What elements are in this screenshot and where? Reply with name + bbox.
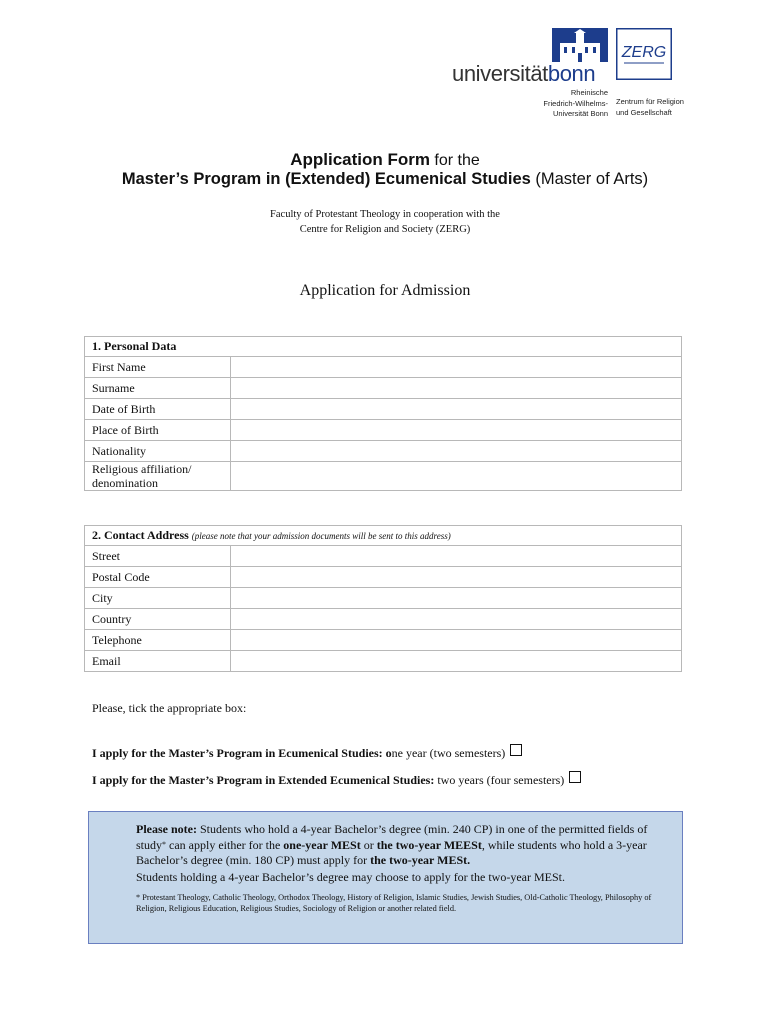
- zerg-subtitle: Zentrum für Religion und Gesellschaft: [616, 97, 684, 117]
- place-of-birth-label: Place of Birth: [85, 420, 231, 441]
- admission-heading: Application for Admission: [299, 282, 471, 299]
- contact-address-table: [84, 525, 682, 672]
- zerg-mark: ZERG: [621, 44, 667, 61]
- note-paragraph: Please note: Students who hold a 4-year Bachelor’s degree (min. 240 CP) in one of the permitted fields of study* can apply either for the one-year MESt or the two-year MEESt, while students who hold a 3-year Bachelor’s degree (min. 180 CP) must apply for the two-year MESt.: [136, 822, 648, 867]
- email-field[interactable]: [231, 651, 682, 672]
- date-of-birth-field[interactable]: [231, 399, 682, 420]
- city-field[interactable]: [231, 588, 682, 609]
- form-title: Application Form for the: [290, 150, 480, 169]
- personal-data-heading: 1. Personal Data: [85, 337, 682, 357]
- street-field[interactable]: [231, 546, 682, 567]
- nationality-field[interactable]: [231, 441, 682, 462]
- first-name-label: First Name: [85, 357, 231, 378]
- nationality-label: Nationality: [85, 441, 231, 462]
- two-year-checkbox[interactable]: [569, 771, 581, 783]
- university-wordmark: universitätbonn: [452, 61, 596, 86]
- religious-affiliation-label: Religious affiliation/ denomination: [85, 462, 231, 491]
- note-holding-4-year: Students holding a 4-year Bachelor’s degree may choose to apply for the two-year MESt.: [136, 870, 565, 884]
- religious-affiliation-field[interactable]: [231, 462, 682, 491]
- university-subtitle: Rheinische Friedrich-Wilhelms- Universität Bonn: [543, 88, 608, 118]
- program-title: Master’s Program in (Extended) Ecumenical Studies (Master of Arts): [121, 170, 649, 188]
- note-footnote: * Protestant Theology, Catholic Theology, Orthodox Theology, History of Religion, Islamic Studies, Jewish Studies, Old-Catholic Theology, Philosophy of Religion, Religious Education, Religious Studies, Sociology of Religion or another related field.: [136, 893, 652, 913]
- note-box: [88, 811, 683, 944]
- country-label: Country: [85, 609, 231, 630]
- telephone-field[interactable]: [231, 630, 682, 651]
- street-label: Street: [85, 546, 231, 567]
- email-label: Email: [85, 651, 231, 672]
- surname-label: Surname: [85, 378, 231, 399]
- option-one-year: I apply for the Master’s Program in Ecumenical Studies: one year (two semesters): [92, 746, 522, 761]
- country-field[interactable]: [231, 609, 682, 630]
- tick-instruction: Please, tick the appropriate box:: [92, 701, 247, 715]
- university-building-icon: [552, 28, 608, 62]
- university-bonn-logo: [452, 28, 610, 118]
- one-year-checkbox[interactable]: [510, 744, 522, 756]
- surname-field[interactable]: [231, 378, 682, 399]
- faculty-info: Faculty of Protestant Theology in cooperation with the Centre for Religion and Society (ZERG): [270, 209, 500, 235]
- place-of-birth-field[interactable]: [231, 420, 682, 441]
- city-label: City: [85, 588, 231, 609]
- contact-address-heading: 2. Contact Address (please note that your admission documents will be sent to this address): [85, 526, 682, 546]
- postal-code-label: Postal Code: [85, 567, 231, 588]
- postal-code-field[interactable]: [231, 567, 682, 588]
- zerg-logo-icon: [616, 28, 672, 80]
- personal-data-table: [84, 336, 682, 491]
- contact-address-note: (please note that your admission documents will be sent to this address): [191, 531, 451, 541]
- date-of-birth-label: Date of Birth: [85, 399, 231, 420]
- telephone-label: Telephone: [85, 630, 231, 651]
- first-name-field[interactable]: [231, 357, 682, 378]
- option-two-year: I apply for the Master’s Program in Extended Ecumenical Studies: two years (four semesters): [92, 773, 581, 788]
